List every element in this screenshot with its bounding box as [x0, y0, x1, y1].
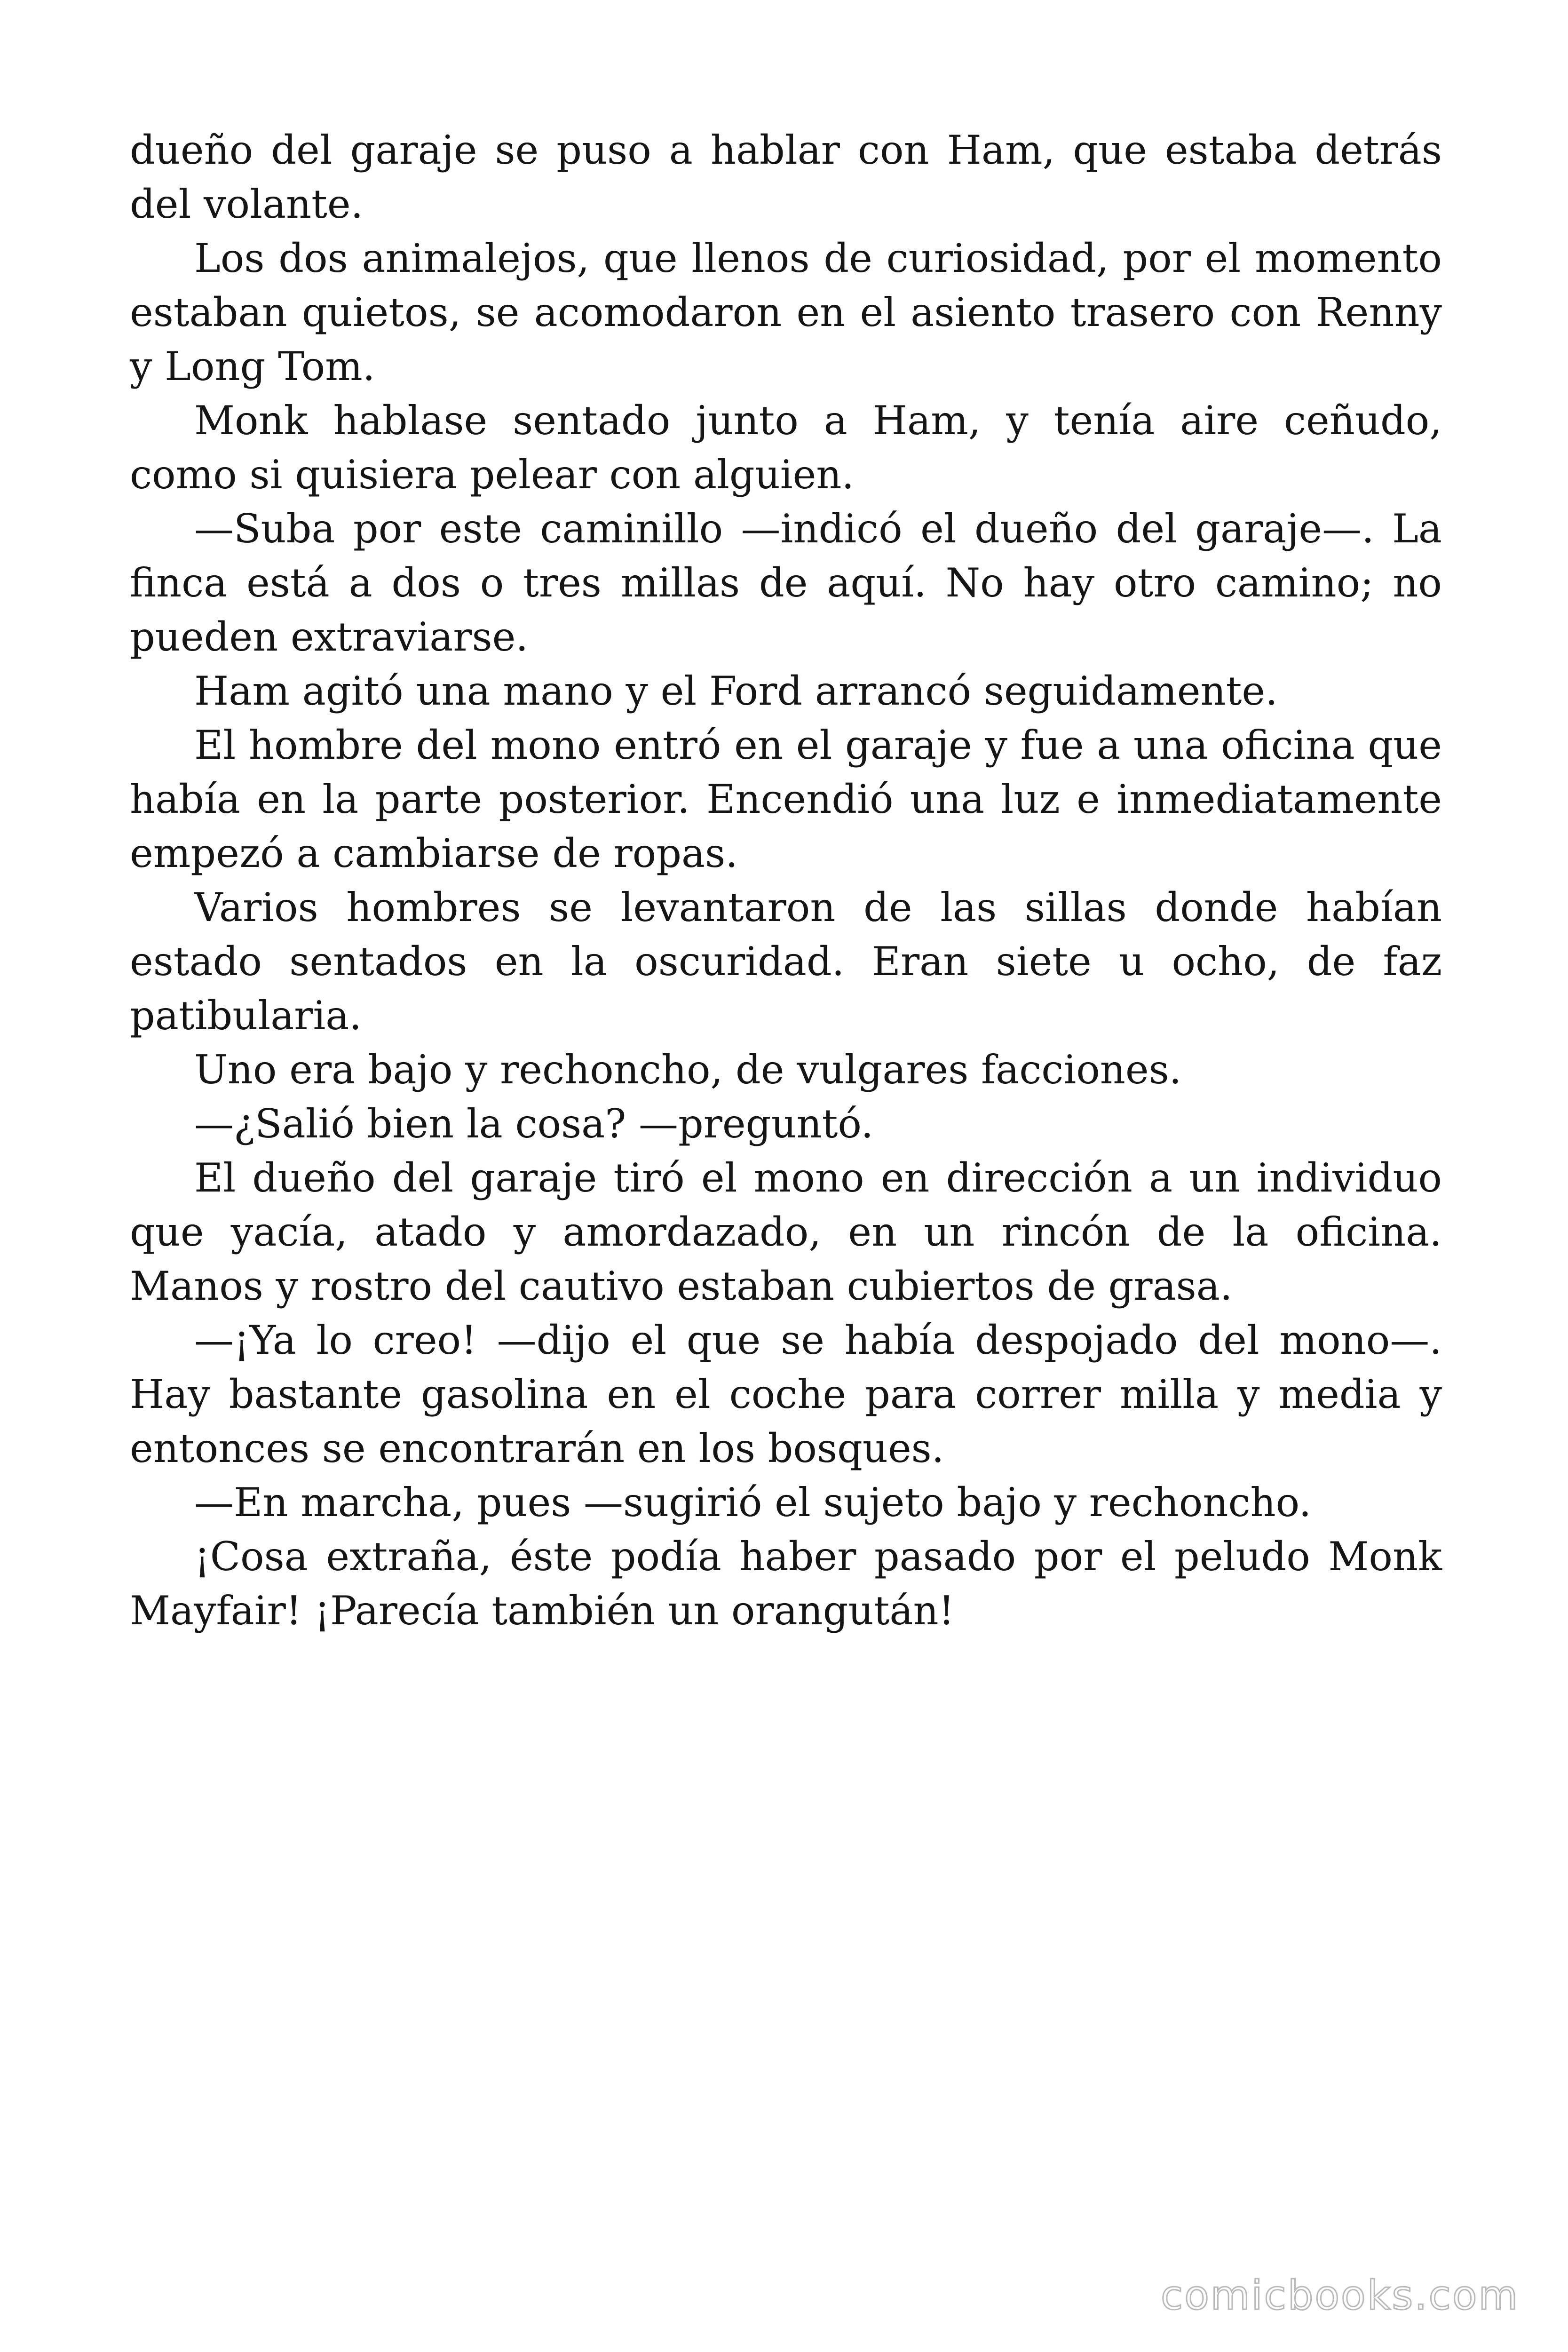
paragraph: —En marcha, pues —sugirió el sujeto bajo y rechoncho.: [194, 1479, 1312, 1526]
paragraph: —¡Ya lo creo! —dijo el que se había despojado del mono—. Hay bastante gasolina en el coche para correr milla y media y entonces se encontrarán en los bosques.: [130, 1317, 1442, 1471]
paragraph: ¡Cosa extraña, éste podía haber pasado por el peludo Monk Mayfair! ¡Parecía también un orangután!: [130, 1534, 1442, 1634]
paragraph: Varios hombres se levantaron de las sillas donde habían estado sentados en la oscuridad. Eran siete u ocho, de faz patibularia.: [130, 884, 1442, 1039]
paragraph: Ham agitó una mano y el Ford arrancó seguidamente.: [194, 668, 1278, 714]
page-text: [130, 123, 1442, 1638]
paragraph: —¿Salió bien la cosa? —preguntó.: [194, 1101, 874, 1147]
paragraph: —Suba por este caminillo —indicó el dueño del garaje—. La finca está a dos o tres millas de aquí. No hay otro camino; no pueden extraviarse.: [130, 506, 1442, 660]
paragraph: Monk hablase sentado junto a Ham, y tenía aire ceñudo, como si quisiera pelear con alguien.: [130, 397, 1442, 498]
paragraph: Uno era bajo y rechoncho, de vulgares facciones.: [194, 1047, 1182, 1093]
watermark: comicbooks.com: [1161, 2272, 1520, 2319]
paragraph: El dueño del garaje tiró el mono en dirección a un individuo que yacía, atado y amordazado, en un rincón de la oficina. Manos y rostro del cautivo estaban cubiertos de grasa.: [130, 1155, 1442, 1309]
paragraph: dueño del garaje se puso a hablar con Ham, que estaba detrás del volante.: [130, 127, 1442, 227]
paragraph: El hombre del mono entró en el garaje y fue a una oficina que había en la parte posterior. Encendió una luz e inmediatamente empezó a cambiarse de ropas.: [130, 722, 1442, 876]
paragraph: Los dos animalejos, que llenos de curiosidad, por el momento estaban quietos, se acomodaron en el asiento trasero con Renny y Long Tom.: [130, 235, 1442, 389]
